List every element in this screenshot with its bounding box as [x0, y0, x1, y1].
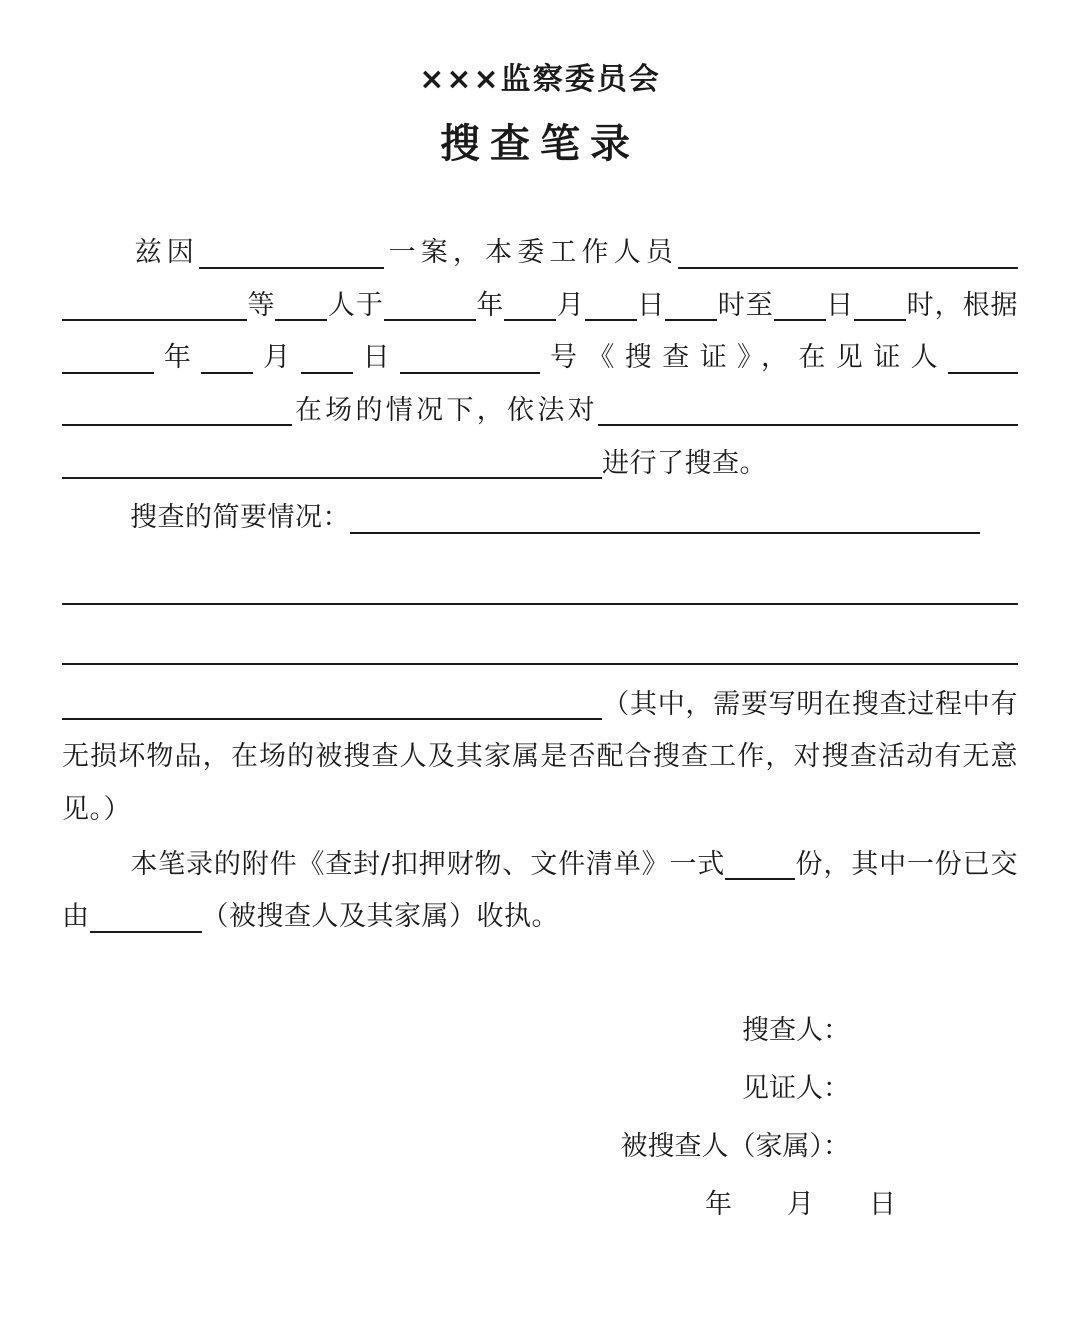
field-witness-name[interactable]: [948, 338, 1018, 374]
text-renyu: 人于: [327, 289, 384, 321]
field-start-month[interactable]: [504, 285, 556, 321]
text-day1: 日: [636, 289, 666, 321]
text-attachment-1: 本笔录的附件《查封/扣押财物、文件清单》一式: [130, 848, 726, 880]
text-day2: 日: [825, 289, 855, 321]
field-start-year[interactable]: [384, 285, 476, 321]
paragraph-search-summary: [62, 492, 1018, 545]
signature-searcher[interactable]: 搜查人：: [742, 1015, 850, 1047]
field-search-target[interactable]: [598, 391, 1018, 427]
field-receiver[interactable]: [90, 897, 202, 933]
text-year2: 年: [154, 342, 202, 374]
field-warrant-year[interactable]: [62, 338, 154, 374]
field-search-summary[interactable]: [350, 498, 980, 534]
field-search-summary-line2[interactable]: [62, 559, 1018, 605]
field-staff-names[interactable]: [678, 233, 1018, 269]
paragraph-attachment: [62, 839, 1018, 944]
text-deng: 等: [247, 289, 276, 321]
text-month1: 月: [556, 289, 585, 321]
text-day3: 日: [352, 342, 401, 374]
text-year1: 年: [475, 289, 505, 321]
field-end-day[interactable]: [774, 285, 826, 321]
text-genju: 根据: [962, 289, 1019, 321]
text-warrant: 号《搜查证》，在见证人: [540, 342, 949, 374]
text-hour2: 时，: [906, 289, 963, 321]
field-search-summary-line3[interactable]: [62, 619, 1018, 665]
label-search-summary: 搜查的简要情况：: [130, 502, 350, 534]
field-witness-name-2[interactable]: [62, 391, 292, 427]
org-title: ×××监察委员会: [419, 62, 661, 97]
signature-date[interactable]: 年 月 日: [705, 1189, 910, 1221]
field-case-name[interactable]: [199, 233, 384, 269]
text-month2: 月: [253, 342, 301, 374]
document-body: [62, 227, 1018, 944]
field-copy-count[interactable]: [725, 845, 795, 881]
text-yian: 一案，本委工作人员: [383, 237, 679, 268]
field-start-hour[interactable]: [665, 285, 717, 321]
text-attachment-3: 其中一份已交由: [62, 848, 1019, 933]
field-search-summary-line4[interactable]: [62, 685, 602, 721]
text-attachment-4: （被搜查人及其家属）收执。: [201, 901, 559, 933]
text-hour-to: 时至: [717, 289, 774, 321]
field-staff-names-2[interactable]: [62, 285, 247, 321]
signature-searched-person[interactable]: 被搜查人（家属）：: [620, 1131, 850, 1163]
signature-witness[interactable]: 见证人：: [742, 1073, 850, 1105]
text-onsite: 在场的情况下，依法对: [292, 394, 598, 426]
text-searched: 进行了搜查。: [602, 447, 767, 479]
paragraph-case-info: [62, 227, 1018, 490]
field-search-target-2[interactable]: [62, 443, 602, 479]
field-start-day[interactable]: [585, 285, 637, 321]
page-title: 搜查笔录: [440, 121, 640, 167]
signature-block: [62, 1002, 1018, 1176]
field-end-hour[interactable]: [854, 285, 906, 321]
paragraph-search-note: [62, 679, 1018, 837]
field-warrant-day[interactable]: [301, 338, 353, 374]
text-search-note: （其中，需要写明在搜查过程中有无损坏物品，在场的被搜查人及其家属是否配合搜查工作，对搜查活动有无意见。）: [62, 688, 1018, 826]
text-attachment-2: 份，: [795, 848, 852, 880]
field-person-count[interactable]: [275, 285, 327, 321]
field-warrant-number[interactable]: [400, 338, 540, 374]
field-warrant-month[interactable]: [201, 338, 253, 374]
text-ciyin: 兹因: [130, 237, 199, 268]
